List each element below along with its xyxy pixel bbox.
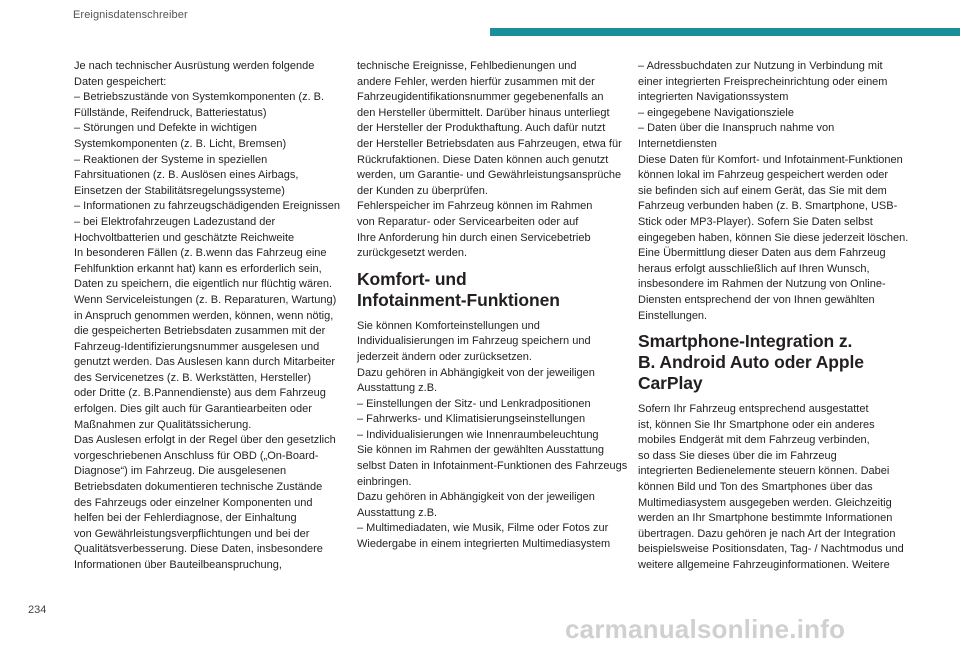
text-line: heraus erfolgt ausschließlich auf Ihren Wunsch,: [638, 262, 870, 275]
text-line: – Störungen und Defekte in wichtigen: [74, 122, 257, 135]
text-line: den Hersteller übermittelt. Darüber hinaus unterliegt: [357, 106, 610, 119]
text-line: – Informationen zu fahrzeugschädigenden Ereignissen: [74, 200, 341, 213]
text-line: übertragen. Dazu gehören je nach Art der Integration: [638, 527, 896, 540]
text-line: von Gewährleistungsverpflichtungen und bei der: [74, 527, 310, 540]
text-line: der Hersteller Betriebsdaten aus Fahrzeugen, etwa für: [357, 137, 622, 150]
heading-line: Komfort- und: [357, 268, 467, 289]
page-number: 234: [28, 604, 47, 616]
text-line: einer integrierten Freisprecheinrichtung oder einem: [638, 75, 888, 88]
text-line: Maßnahmen zur Qualitätssicherung.: [74, 418, 252, 431]
text-line: Daten gespeichert:: [74, 75, 167, 88]
text-line: Fahrzeug-Identifizierungsnummer ausgelesen und: [74, 340, 320, 353]
text-line: erfolgen. Dies gilt auch für Garantiearbeiten oder: [74, 403, 312, 416]
text-line: – Betriebszustände von Systemkomponenten (z. B.: [74, 91, 325, 104]
text-line: Stick oder MP3-Player). Sofern Sie Daten selbst: [638, 215, 873, 228]
text-line: Diagnose“) im Fahrzeug. Die ausgelesenen: [74, 465, 287, 478]
section-heading: [357, 269, 629, 311]
text-line: weitere allgemeine Fahrzeuginformationen. Weitere: [638, 559, 890, 572]
text-line: Sie können im Rahmen der gewählten Ausstattung: [357, 444, 605, 457]
text-line: Rückrufaktionen. Diese Daten können auch genutzt: [357, 153, 609, 166]
text-line: können lokal im Fahrzeug gespeichert werden oder: [638, 169, 889, 182]
text-line: Ausstattung z.B.: [357, 382, 438, 395]
text-line: Füllstände, Reifendruck, Batteriestatus): [74, 106, 267, 119]
text-line: ist, können Sie Ihr Smartphone oder ein anderes: [638, 418, 875, 431]
text-line: Individualisierungen im Fahrzeug speichern und: [357, 335, 591, 348]
paragraph: [638, 402, 910, 574]
text-line: Fahrzeugidentifikationsnummer gegebenenfalls an: [357, 91, 604, 104]
text-line: eingegeben haben, können Sie diese jederzeit löschen.: [638, 231, 909, 244]
text-line: Fahrzeug verbunden haben (z. B. Smartphone, USB-: [638, 200, 898, 213]
text-line: integrierten Navigationssystem: [638, 91, 789, 104]
text-line: Eine Übermittlung dieser Daten aus dem Fahrzeug: [638, 247, 886, 260]
text-line: Einstellungen.: [638, 309, 708, 322]
heading-line: Smartphone-Integration z.: [638, 331, 853, 352]
header-accent-bar: [490, 28, 960, 36]
heading-line: B. Android Auto oder Apple: [638, 352, 864, 373]
text-line: – eingegebene Navigationsziele: [638, 106, 794, 119]
paragraph: [638, 59, 910, 324]
text-line: die gespeicherten Betriebsdaten zusammen mit der: [74, 325, 326, 338]
text-column-3: [638, 59, 910, 574]
text-line: in Anspruch genommen werden, können, wenn nötig,: [74, 309, 334, 322]
text-line: helfen bei der Fehlerdiagnose, der Einhaltung: [74, 512, 297, 525]
text-line: Qualitätsverbesserung. Diese Daten, insbesondere: [74, 543, 323, 556]
text-line: Ihre Anforderung hin durch einen Servicebetrieb: [357, 231, 591, 244]
text-line: Diese Daten für Komfort- und Infotainment-Funktionen: [638, 153, 903, 166]
text-line: Systemkomponenten (z. B. Licht, Bremsen): [74, 137, 287, 150]
text-line: Sie können Komforteinstellungen und: [357, 319, 540, 332]
paragraph: [357, 59, 629, 262]
text-column-2: [357, 59, 629, 553]
text-line: Fahrsituationen (z. B. Auslösen eines Airbags,: [74, 169, 299, 182]
text-line: beispielsweise Positionsdaten, Tag- / Nachtmodus und: [638, 543, 904, 556]
text-line: selbst Daten in Infotainment-Funktionen des Fahrzeugs: [357, 460, 628, 473]
text-line: Dazu gehören in Abhängigkeit von der jeweiligen: [357, 366, 595, 379]
text-line: In besonderen Fällen (z. B.wenn das Fahrzeug eine: [74, 247, 327, 260]
text-line: sie befinden sich auf einem Gerät, das Sie mit dem: [638, 184, 887, 197]
text-line: – bei Elektrofahrzeugen Ladezustand der: [74, 215, 276, 228]
text-line: werden an Ihr Smartphone bestimmte Informationen: [638, 512, 893, 525]
text-line: Wiedergabe in einem integrierten Multimediasystem: [357, 538, 611, 551]
heading-line: Infotainment-Funktionen: [357, 289, 560, 310]
text-line: so dass Sie dieses über die im Fahrzeug: [638, 449, 837, 462]
text-line: – Adressbuchdaten zur Nutzung in Verbindung mit: [638, 60, 883, 72]
text-line: – Individualisierungen wie Innenraumbeleuchtung: [357, 428, 599, 441]
text-line: Je nach technischer Ausrüstung werden folgende: [74, 60, 315, 72]
text-line: mobiles Endgerät mit dem Fahrzeug verbinden,: [638, 434, 870, 447]
text-line: andere Fehler, werden hierfür zusammen mit der: [357, 75, 595, 88]
text-line: – Reaktionen der Systeme in speziellen: [74, 153, 268, 166]
text-line: Informationen über Bauteilbeanspruchung,: [74, 559, 282, 571]
text-line: – Multimediadaten, wie Musik, Filme oder Fotos zur: [357, 522, 609, 535]
text-line: Fehlfunktion erkannt hat) kann es erforderlich sein,: [74, 262, 322, 275]
text-line: des Servicenetzes (z. B. Werkstätten, Hersteller): [74, 371, 311, 384]
text-line: genutzt werden. Das Auslesen kann durch Mitarbeiter: [74, 356, 336, 369]
text-line: Fehlerspeicher im Fahrzeug können im Rahmen: [357, 200, 593, 213]
page-header-title: Ereignisdatenschreiber: [73, 9, 188, 21]
text-line: Das Auslesen erfolgt in der Regel über den gesetzlich: [74, 434, 336, 447]
paragraph: [357, 319, 629, 553]
text-line: technische Ereignisse, Fehlbedienungen und: [357, 60, 577, 72]
text-line: Sofern Ihr Fahrzeug entsprechend ausgestattet: [638, 403, 869, 416]
text-line: Hochvoltbatterien und geschätzte Reichweite: [74, 231, 295, 244]
text-line: Diensten entsprechend der von Ihnen gewählten: [638, 293, 875, 306]
heading-line: CarPlay: [638, 373, 703, 394]
text-line: einbringen.: [357, 475, 412, 488]
text-line: von Reparatur- oder Servicearbeiten oder auf: [357, 215, 579, 228]
watermark: carmanualsonline.info: [565, 614, 846, 644]
text-line: – Daten über die Inanspruch nahme von: [638, 122, 835, 135]
text-column-1: [74, 59, 346, 574]
text-line: vorgeschriebenen Anschluss für OBD („On-Board-: [74, 449, 319, 462]
text-line: zurückgesetzt werden.: [357, 247, 468, 260]
text-line: – Einstellungen der Sitz- und Lenkradpositionen: [357, 397, 591, 410]
text-line: insbesondere im Rahmen der Nutzung von Online-: [638, 278, 886, 291]
text-line: Internetdiensten: [638, 137, 717, 150]
text-line: Ausstattung z.B.: [357, 506, 438, 519]
text-line: werden, um Garantie- und Gewährleistungsansprüche: [357, 169, 622, 182]
text-line: jederzeit ändern oder zurücksetzen.: [357, 350, 532, 363]
text-line: integrierten Bedienelemente steuern können. Dabei: [638, 465, 890, 478]
paragraph: [74, 59, 346, 574]
text-line: oder Dritte (z. B.Pannendienste) aus dem Fahrzeug: [74, 387, 326, 400]
text-line: Betriebsdaten dokumentieren technische Zustände: [74, 481, 323, 494]
text-line: Multimediasystem ausgegeben werden. Gleichzeitig: [638, 496, 892, 509]
text-line: Dazu gehören in Abhängigkeit von der jeweiligen: [357, 491, 595, 504]
text-line: – Fahrwerks- und Klimatisierungseinstellungen: [357, 413, 586, 426]
text-line: der Kunden zu überprüfen.: [357, 184, 488, 197]
text-line: Einsetzen der Stabilitätsregelungssysteme): [74, 184, 285, 197]
text-line: des Fahrzeugs oder einzelner Komponenten und: [74, 496, 313, 509]
text-line: Wenn Serviceleistungen (z. B. Reparaturen, Wartung): [74, 293, 337, 306]
text-line: Daten zu speichern, die eigentlich nur flüchtig wären.: [74, 278, 333, 291]
section-heading: [638, 331, 910, 394]
text-line: können Bild und Ton des Smartphones über das: [638, 481, 873, 494]
text-line: der Hersteller der Produkthaftung. Auch dafür nutzt: [357, 122, 606, 135]
